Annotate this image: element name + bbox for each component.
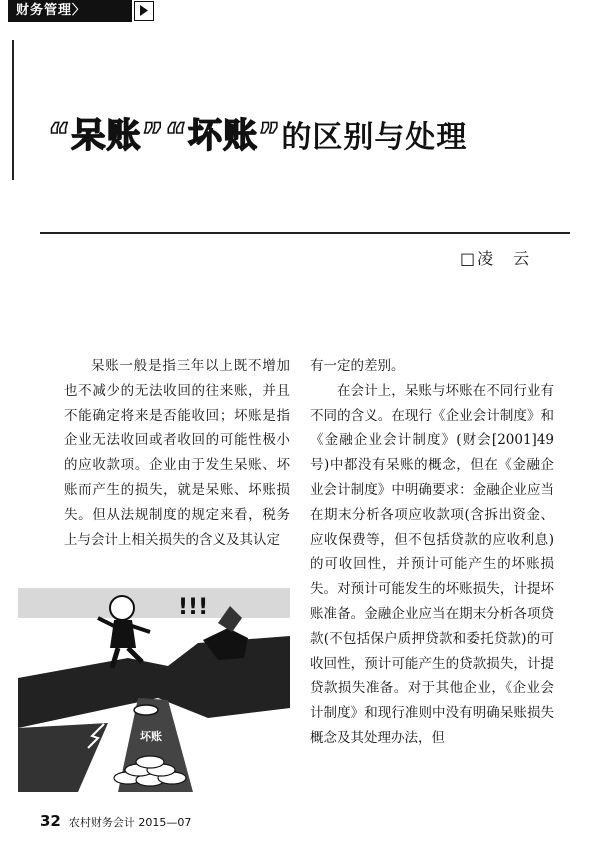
right-continuation: 有一定的差别。 bbox=[310, 358, 405, 374]
cartoon-illustration bbox=[18, 588, 290, 792]
section-tag bbox=[8, 0, 132, 22]
play-arrow-icon bbox=[134, 1, 154, 21]
title-part-2: “坏账” bbox=[164, 116, 282, 156]
article-title bbox=[48, 108, 568, 168]
journal-name: 农村财务会计 2015—07 bbox=[68, 816, 192, 829]
title-part-3: 的区别与处理 bbox=[281, 120, 468, 155]
page-number: 32 bbox=[40, 812, 61, 830]
title-divider bbox=[40, 232, 570, 234]
title-part-1: “呆账” bbox=[48, 116, 165, 156]
section-label: 财务管理〉 bbox=[16, 3, 87, 18]
exclaim-text: !!! bbox=[178, 595, 209, 620]
author-byline: □凌 云 bbox=[460, 249, 532, 268]
left-column bbox=[64, 354, 290, 552]
page-footer bbox=[40, 812, 191, 830]
illustration-label: 坏账 bbox=[140, 730, 162, 743]
right-paragraph: 在会计上，呆账与坏账在不同行业有不同的含义。在现行《企业会计制度》和《金融企业会计制度》(财会[2001]49号)中都没有呆账的概念，但在《金融企业会计制度》中明确要求：金融企业应当在期末分析各项应收款项(含拆出资金、应收保费等，但不包括贷款的应收利息)的可收回性，并预计可能产生的坏账损失。对预计可能发生的坏账损失，计提坏账准备。金融企业应当在期末分析各项贷款(不包括保户质押贷款和委托贷款)的可收回性，预计可能产生的贷款损失，计提贷款损失准备。对于其他企业，《企业会计制度》和现行准则中没有明确呆账损失概念及其处理办法，但 bbox=[310, 382, 554, 746]
left-paragraph: 呆账一般是指三年以上既不增加也不减少的无法收回的往来账，并且不能确定将来是否能收回；坏账是指企业无法收回或者收回的可能性极小的应收款项。企业由于发生呆账、坏账而产生的损失，就是呆账、坏账损失。但从法规制度的规定来看，税务上与会计上相关损失的含义及其认定 bbox=[64, 358, 290, 548]
right-column bbox=[310, 354, 554, 751]
left-vertical-rule bbox=[12, 40, 14, 180]
